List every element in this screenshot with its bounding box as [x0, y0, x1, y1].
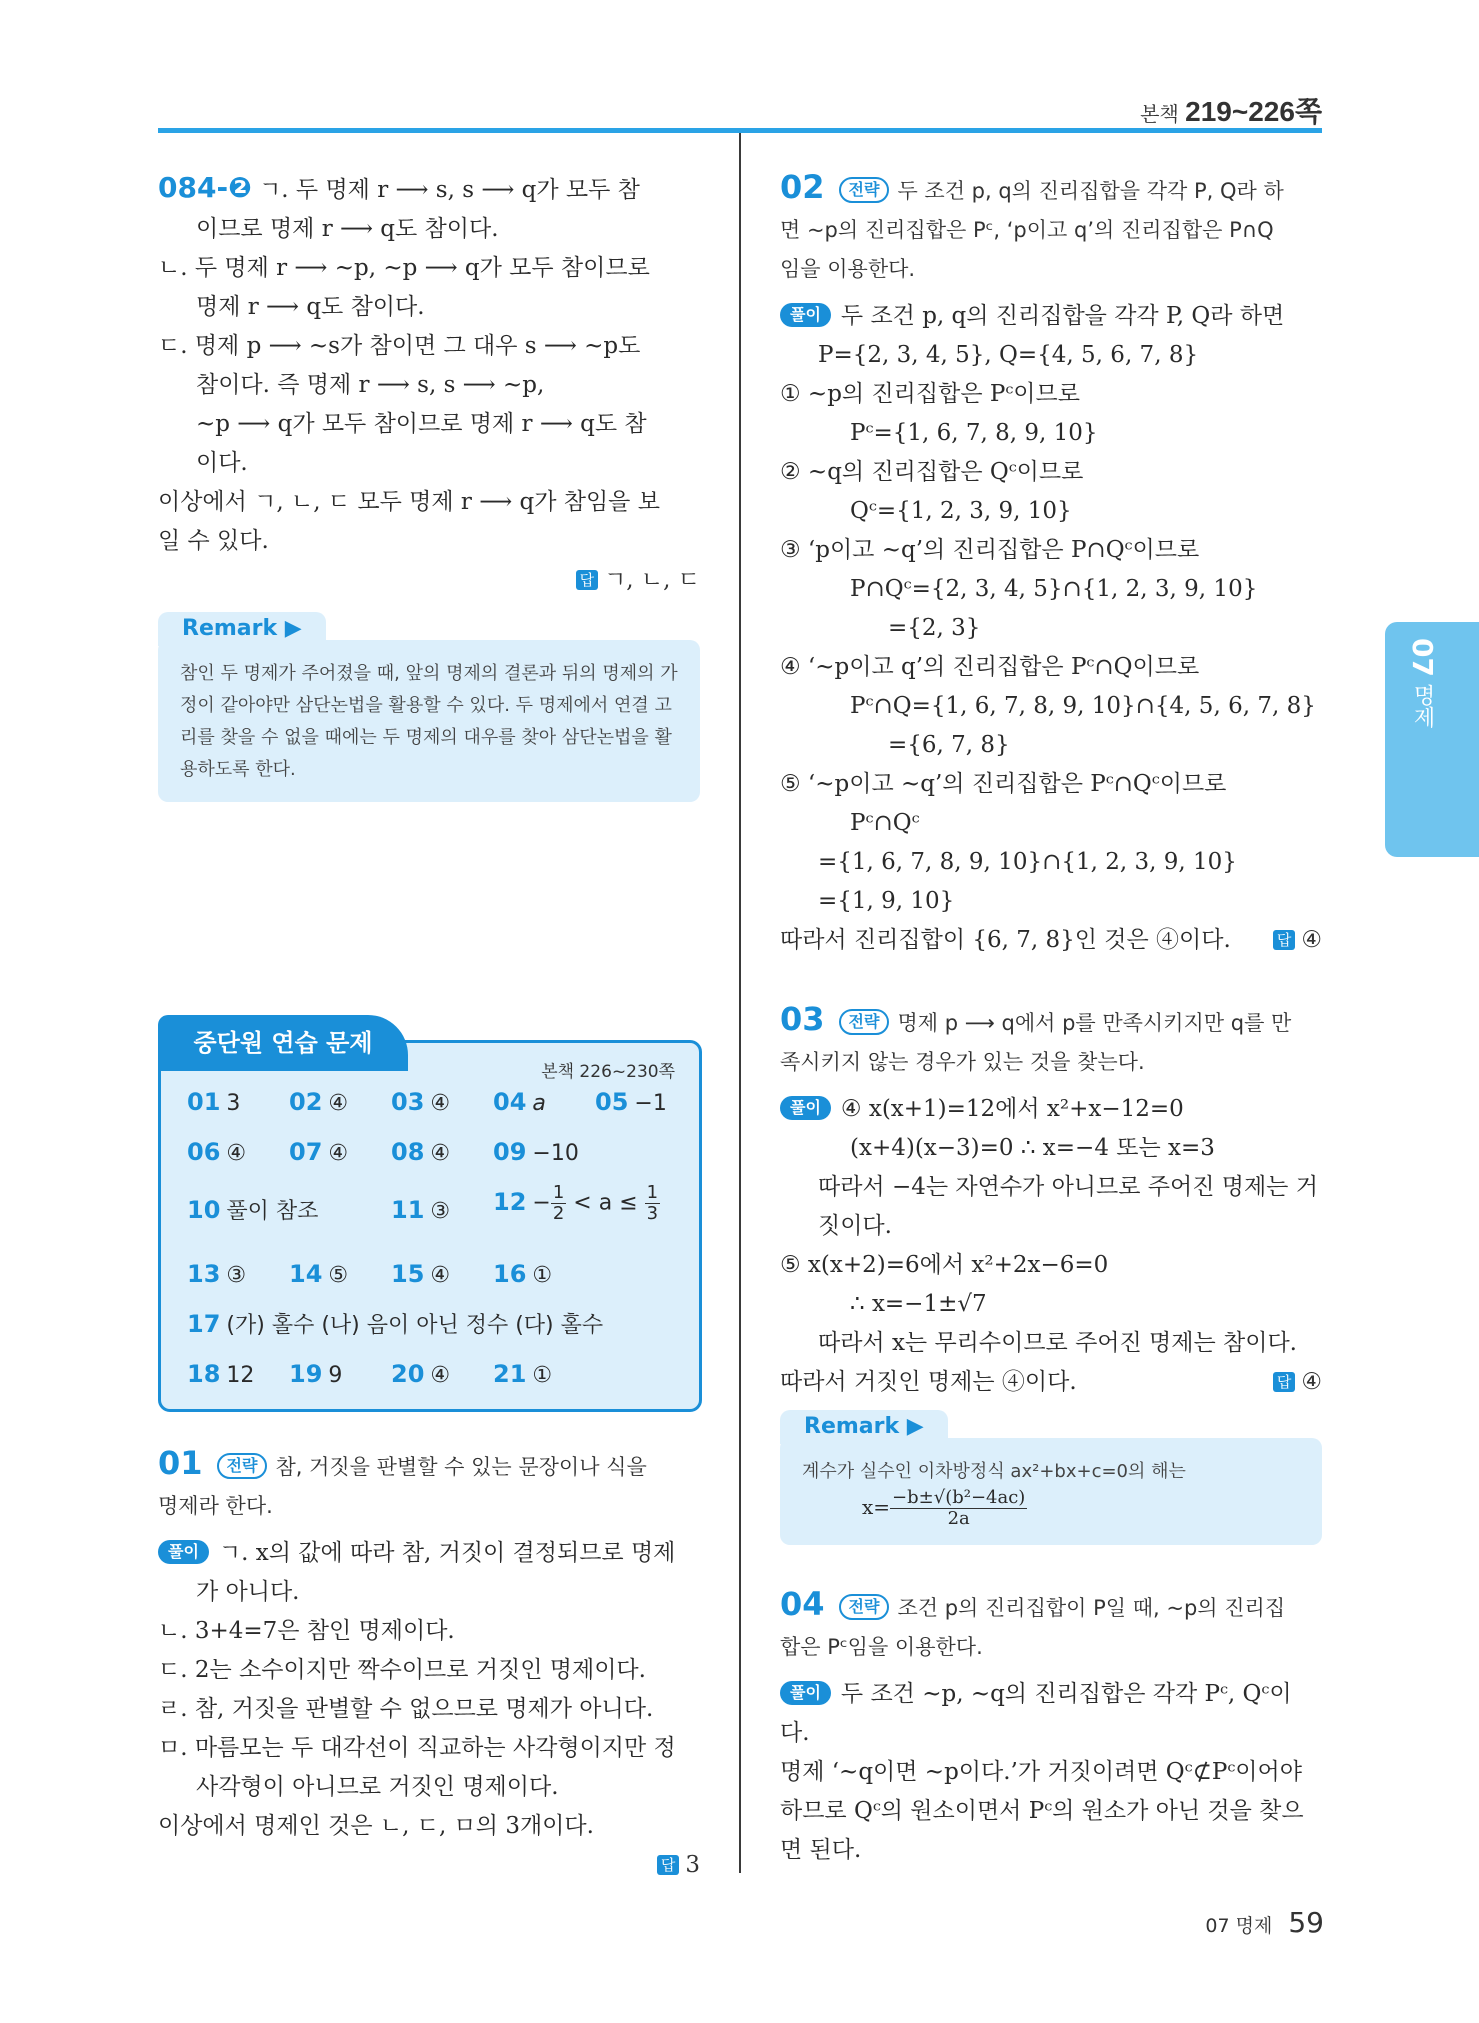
answer-item-12: 12 − $\frac{1}{2}$ < a ≤ $\frac{1}{3}$ — [493, 1182, 659, 1224]
text-line: 따라서 x는 무리수이므로 주어진 명제는 참이다. — [818, 1330, 1297, 1356]
strategy-text: 합은 Pᶜ임을 이용한다. — [780, 1635, 983, 1659]
answer-item: 08 ④ — [391, 1138, 451, 1166]
answer-item: 16 ① — [493, 1260, 553, 1288]
text-line: P∩Qᶜ={2, 3, 4, 5}∩{1, 2, 3, 9, 10} — [850, 576, 1258, 602]
text-line: Pᶜ={1, 6, 7, 8, 9, 10} — [850, 420, 1098, 446]
problem-number: 01 — [158, 1444, 203, 1482]
page-footer — [1205, 1903, 1324, 1946]
header-pages: 219~226쪽 — [1185, 96, 1322, 127]
answer-item: 05 −1 — [595, 1088, 667, 1116]
problem-02 — [780, 168, 1322, 960]
strategy-tag: 전략 — [839, 1009, 890, 1035]
text-line: 명제 ‘~q이면 ~p이다.’가 거짓이려면 Qᶜ⊄Pᶜ이어야 — [780, 1759, 1302, 1785]
answer-item: 18 12 — [187, 1360, 255, 1388]
text-line: Pᶜ∩Q={1, 6, 7, 8, 9, 10}∩{4, 5, 6, 7, 8} — [850, 693, 1316, 719]
text-line: ㄴ. 3+4=7은 참인 명제이다. — [158, 1618, 455, 1644]
practice-answers-box — [158, 1029, 702, 1412]
column-divider — [739, 133, 741, 1873]
text-line: 명제 r ⟶ q도 참이다. — [196, 294, 425, 320]
strategy-text: 임을 이용한다. — [780, 257, 916, 281]
practice-title: 중단원 연습 문제 — [158, 1015, 408, 1071]
text-line: ㄹ. 참, 거짓을 판별할 수 없으므로 명제가 아니다. — [158, 1696, 654, 1722]
answer-item: 20 ④ — [391, 1360, 451, 1388]
text-line: ④ ‘~p이고 q’의 진리집합은 Pᶜ∩Q이므로 — [780, 654, 1200, 680]
answer-item: 19 9 — [289, 1360, 343, 1388]
answer-value: ④ — [1301, 1369, 1322, 1395]
answer-item: 02 ④ — [289, 1088, 349, 1116]
text-line: ㄱ. x의 값에 따라 참, 거짓이 결정되므로 명제 — [218, 1540, 676, 1566]
problem-number: 03 — [780, 1000, 825, 1038]
answer-item: 11 ③ — [391, 1196, 451, 1224]
answer — [158, 1846, 700, 1885]
text-line: 두 조건 ~p, ~q의 진리집합은 각각 Pᶜ, Qᶜ이 — [840, 1681, 1292, 1707]
answer-label: 답 — [1273, 1372, 1296, 1392]
text-line: 따라서 진리집합이 {6, 7, 8}인 것은 ④이다. — [780, 927, 1231, 953]
solution-tag: 풀이 — [780, 1681, 831, 1705]
chapter-side-tab — [1385, 622, 1479, 857]
text-line: 일 수 있다. — [158, 528, 269, 554]
text-line: 이므로 명제 r ⟶ q도 참이다. — [196, 216, 499, 242]
strategy-tag: 전략 — [839, 177, 890, 203]
text-line: 짓이다. — [818, 1213, 892, 1239]
text-line: 하므로 Qᶜ의 원소이면서 Pᶜ의 원소가 아닌 것을 찾으 — [780, 1798, 1304, 1824]
answer — [1273, 1363, 1322, 1402]
page-number: 59 — [1288, 1906, 1324, 1939]
text-line: ㄴ. 두 명제 r ⟶ ~p, ~p ⟶ q가 모두 참이므로 — [158, 255, 650, 281]
answer-item: 14 ⑤ — [289, 1260, 349, 1288]
answer — [1273, 921, 1322, 960]
strategy-tag: 전략 — [839, 1594, 890, 1620]
answer — [158, 561, 700, 600]
answer-item: 15 ④ — [391, 1260, 451, 1288]
quadratic-formula: x= $\frac{\text{−b±√(b²−4ac)}}{2a}$ — [862, 1487, 1026, 1529]
answer-item: 07 ④ — [289, 1138, 349, 1166]
answer-item: 13 ③ — [187, 1260, 247, 1288]
answer-value: 3 — [685, 1852, 700, 1878]
text-line: ㄷ. 명제 p ⟶ ~s가 참이면 그 대우 s ⟶ ~p도 — [158, 333, 641, 359]
text-line: ㅁ. 마름모는 두 대각선이 직교하는 사각형이지만 정 — [158, 1735, 676, 1761]
answer-item: 06 ④ — [187, 1138, 247, 1166]
solution-tag: 풀이 — [158, 1540, 209, 1564]
text-line: ㄱ. 두 명제 r ⟶ s, s ⟶ q가 모두 참 — [259, 177, 640, 203]
strategy-text: 조건 p의 진리집합이 P일 때, ~p의 진리집 — [897, 1596, 1286, 1620]
problem-084 — [158, 168, 700, 600]
problem-number: 04 — [780, 1585, 825, 1623]
answer-value: ④ — [1301, 927, 1322, 953]
remark-box — [158, 616, 700, 802]
answer-item: 17 (가) 홀수 (나) 음이 아닌 정수 (다) 홀수 — [187, 1310, 604, 1338]
text-line: 사각형이 아니므로 거짓인 명제이다. — [196, 1774, 559, 1800]
text-line: ② ~q의 진리집합은 Qᶜ이므로 — [780, 459, 1084, 485]
text-line: Qᶜ={1, 2, 3, 9, 10} — [850, 498, 1072, 524]
chapter-title: 명제 — [1410, 683, 1435, 728]
solution-tag: 풀이 — [780, 303, 831, 327]
text-line: Pᶜ∩Qᶜ — [850, 810, 920, 836]
text-line: ⑤ x(x+2)=6에서 x²+2x−6=0 — [780, 1252, 1109, 1278]
remark-text: 참인 두 명제가 주어졌을 때, 앞의 명제의 결론과 뒤의 명제의 가정이 같아야만 삼단논법을 활용할 수 있다. 두 명제에서 연결 고리를 찾을 수 없을 때에는 두 명제의 대우를 찾아 삼단논법을 활용하도록 한다. — [180, 663, 678, 780]
strategy-text: 족시키지 않는 경우가 있는 것을 찾는다. — [780, 1050, 1145, 1074]
answer-item: 09 −10 — [493, 1138, 579, 1166]
text-line: 참이다. 즉 명제 r ⟶ s, s ⟶ ~p, — [196, 372, 545, 398]
strategy-text: 명제라 한다. — [158, 1494, 273, 1518]
footer-chapter: 07 명제 — [1205, 1915, 1273, 1937]
strategy-tag: 전략 — [217, 1453, 268, 1479]
strategy-text: 면 ~p의 진리집합은 Pᶜ, ‘p이고 q’의 진리집합은 P∩Q — [780, 218, 1274, 242]
strategy-text: 두 조건 p, q의 진리집합을 각각 P, Q라 하 — [897, 179, 1284, 203]
text-line: 이상에서 명제인 것은 ㄴ, ㄷ, ㅁ의 3개이다. — [158, 1813, 594, 1839]
text-line: ={1, 6, 7, 8, 9, 10}∩{1, 2, 3, 9, 10} — [818, 849, 1237, 875]
problem-number: 02 — [780, 168, 825, 206]
text-line: 따라서 −4는 자연수가 아니므로 주어진 명제는 거 — [818, 1174, 1318, 1200]
text-line: ={1, 9, 10} — [818, 888, 955, 914]
problem-01 — [158, 1444, 700, 1885]
problem-04 — [780, 1585, 1322, 1870]
remark-title: Remark ▶ — [780, 1410, 948, 1444]
text-line: 다. — [780, 1720, 810, 1746]
remark-title: Remark ▶ — [158, 612, 326, 646]
problem-number: 084-❷ — [158, 171, 252, 204]
text-line: 두 조건 p, q의 진리집합을 각각 P, Q라 하면 — [840, 303, 1285, 329]
header-label: 본책 — [1140, 104, 1179, 126]
text-line: 면 된다. — [780, 1837, 862, 1863]
right-column — [780, 168, 1322, 1870]
answer-label: 답 — [1273, 930, 1296, 950]
solution-tag: 풀이 — [780, 1096, 831, 1120]
answer-item: 21 ① — [493, 1360, 553, 1388]
left-column — [158, 168, 700, 802]
text-line: ③ ‘p이고 ~q’의 진리집합은 P∩Qᶜ이므로 — [780, 537, 1200, 563]
text-line: 가 아니다. — [196, 1579, 300, 1605]
answer-item: 01 3 — [187, 1088, 241, 1116]
text-line: ~p ⟶ q가 모두 참이므로 명제 r ⟶ q도 참 — [196, 411, 647, 437]
answer-item: 04 a — [493, 1088, 546, 1116]
text-line: 이다. — [196, 450, 248, 476]
text-line: 이상에서 ㄱ, ㄴ, ㄷ 모두 명제 r ⟶ q가 참임을 보 — [158, 489, 660, 515]
text-line: ㄷ. 2는 소수이지만 짝수이므로 거짓인 명제이다. — [158, 1657, 646, 1683]
text-line: (x+4)(x−3)=0 ∴ x=−4 또는 x=3 — [850, 1135, 1215, 1161]
text-line: ={6, 7, 8} — [888, 732, 1010, 758]
text-line: ={2, 3} — [888, 615, 981, 641]
strategy-text: 명제 p ⟶ q에서 p를 만족시키지만 q를 만 — [897, 1011, 1292, 1035]
answer-label: 답 — [576, 570, 599, 590]
text-line: 따라서 거짓인 명제는 ④이다. — [780, 1369, 1077, 1395]
practice-ref: 본책 226~230쪽 — [541, 1062, 675, 1082]
text-line: ④ x(x+1)=12에서 x²+x−12=0 — [840, 1096, 1184, 1122]
text-line: ⑤ ‘~p이고 ~q’의 진리집합은 Pᶜ∩Qᶜ이므로 — [780, 771, 1227, 797]
strategy-text: 참, 거짓을 판별할 수 있는 문장이나 식을 — [275, 1455, 647, 1479]
text-line: ∴ x=−1±√7 — [850, 1291, 987, 1317]
chapter-number: 07 — [1406, 638, 1439, 677]
answer-item: 03 ④ — [391, 1088, 451, 1116]
text-line: ① ~p의 진리집합은 Pᶜ이므로 — [780, 381, 1080, 407]
answer-item: 10 풀이 참조 — [187, 1196, 319, 1224]
answer-label: 답 — [657, 1855, 680, 1875]
problem-03 — [780, 1000, 1322, 1402]
remark-box — [780, 1414, 1322, 1545]
answer-value: ㄱ, ㄴ, ㄷ — [604, 567, 700, 593]
text-line: P={2, 3, 4, 5}, Q={4, 5, 6, 7, 8} — [818, 342, 1199, 368]
remark-text: 계수가 실수인 이차방정식 ax²+bx+c=0의 해는 — [802, 1461, 1186, 1482]
